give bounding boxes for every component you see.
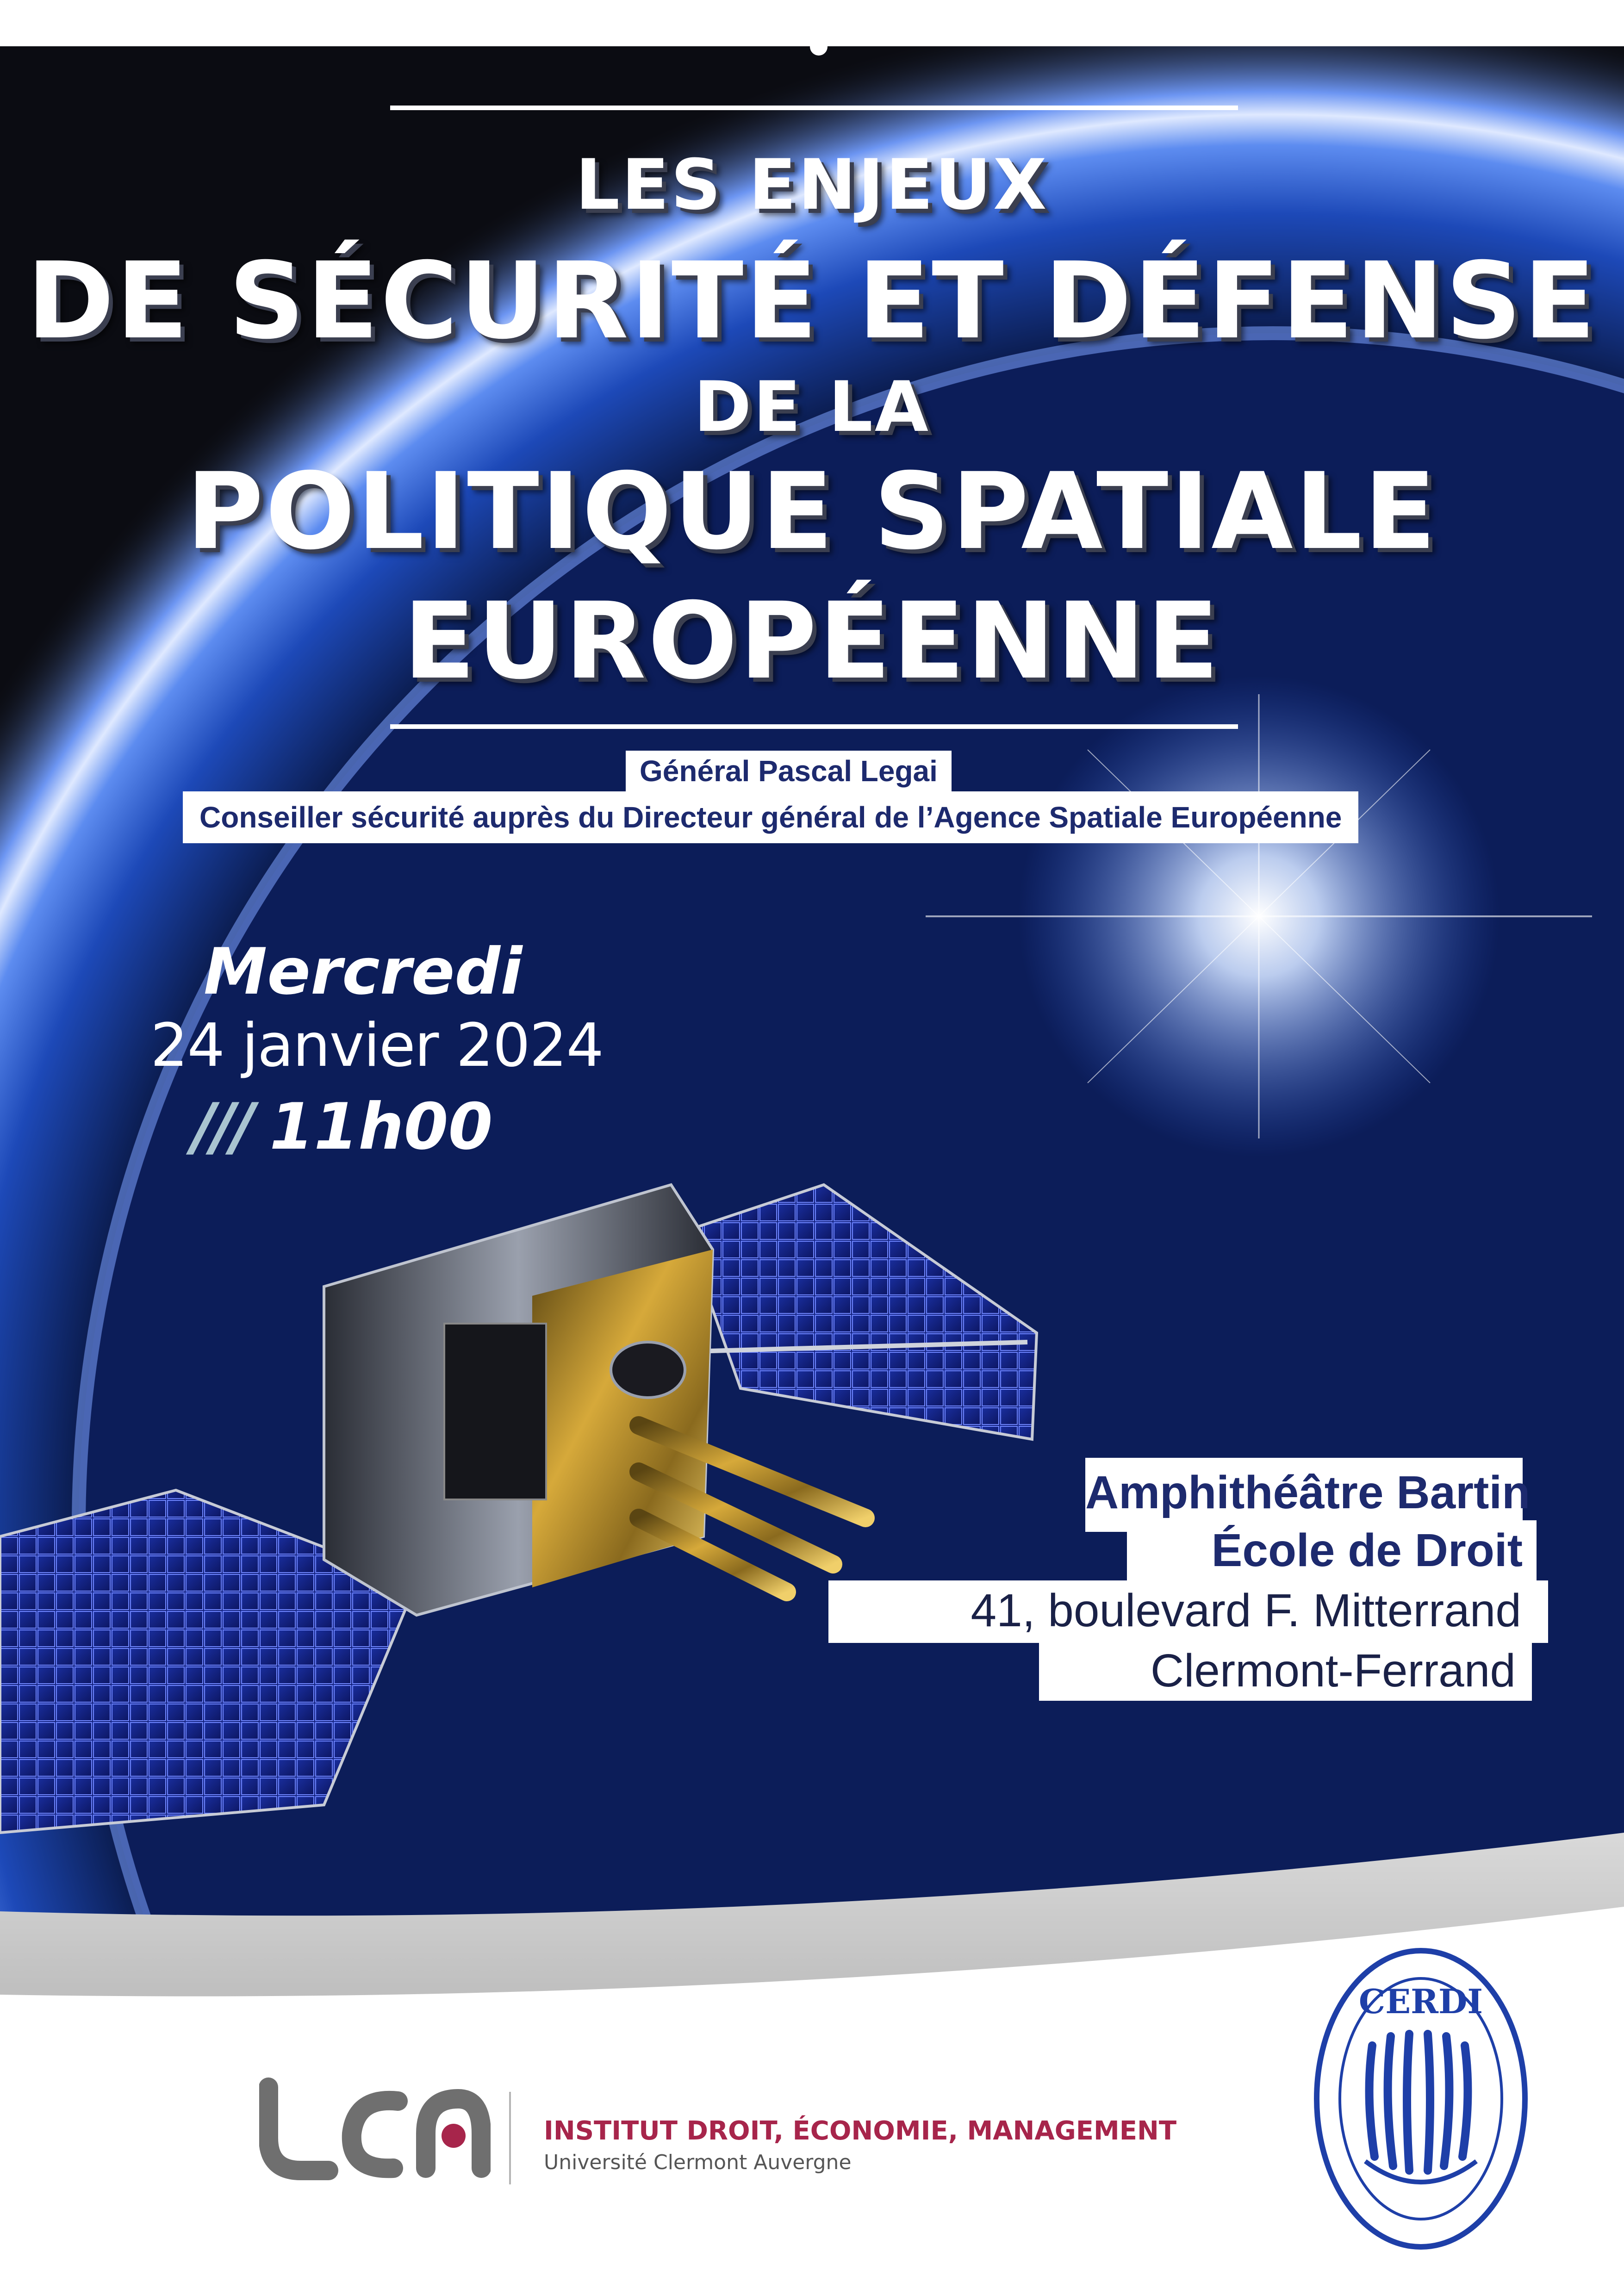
venue-street: 41, boulevard F. Mitterrand: [828, 1580, 1548, 1643]
institute-name: INSTITUT DROIT, ÉCONOMIE, MANAGEMENT: [544, 2116, 1177, 2146]
cerdi-seal-logo: [1310, 1944, 1532, 2254]
uca-logo: [259, 2069, 491, 2184]
title-rule-bottom: [390, 724, 1238, 729]
title-line-2: DE SÉCURITÉ ET DÉFENSE: [26, 239, 1598, 362]
slash-separator: ///: [192, 1089, 251, 1164]
speaker-name: Général Pascal Legai: [626, 751, 952, 791]
title-line-3: DE LA: [694, 367, 930, 448]
footer-separator: [509, 2092, 511, 2184]
venue-city: Clermont-Ferrand: [1039, 1643, 1532, 1701]
university-name: Université Clermont Auvergne: [544, 2151, 852, 2174]
title-rule-top: [390, 106, 1238, 110]
event-weekday: Mercredi: [204, 934, 523, 1009]
top-dot-ornament: [810, 38, 828, 56]
title-line-4: POLITIQUE SPATIALE: [186, 450, 1438, 573]
event-day: 24 janvier 2024: [150, 1011, 603, 1080]
venue-room: Amphithéâtre Bartin: [1085, 1458, 1523, 1532]
title-line-5: EUROPÉENNE: [403, 579, 1221, 703]
event-time: 11h00: [269, 1089, 493, 1164]
svg-text:CERDI: CERDI: [1358, 1982, 1483, 2021]
title-line-1: LES ENJEUX: [575, 145, 1049, 225]
venue-school: École de Droit: [1127, 1520, 1537, 1583]
event-time-row: [192, 1089, 493, 1166]
speaker-role: Conseiller sécurité auprès du Directeur général de l’Agence Spatiale Européenne: [183, 791, 1358, 843]
